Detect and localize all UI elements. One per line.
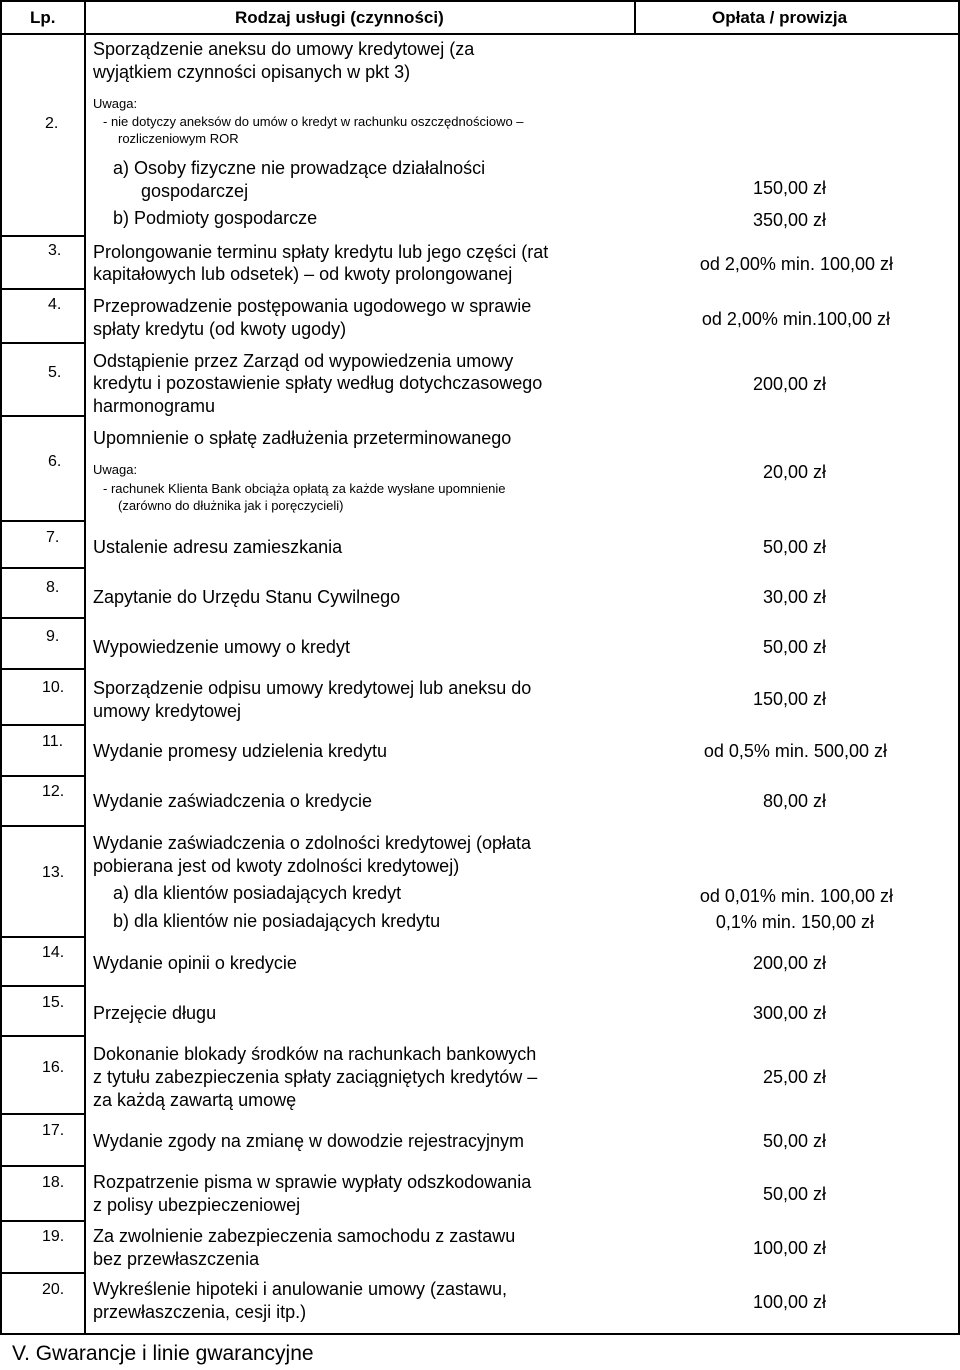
row-title: Zapytanie do Urzędu Stanu Cywilnego (93, 587, 401, 607)
sub-item: b) Podmioty gospodarcze (113, 208, 318, 228)
note-text: - nie dotyczy aneksów do umów o kredyt w rachunku oszczędnościowo – (103, 114, 524, 129)
row-number: 4. (48, 296, 62, 313)
row-title: Przejęcie długu (93, 1003, 217, 1023)
fee-value: 300,00 zł (752, 1003, 826, 1023)
row-number: 18. (42, 1174, 65, 1191)
sub-item: a) dla klientów posiadających kredyt (113, 883, 402, 903)
row-title: Prolongowanie terminu spłaty kredytu lub jego części (rat (93, 242, 549, 262)
fee-value: 150,00 zł (752, 689, 826, 709)
row-number: 5. (48, 364, 62, 381)
row-title: Sporządzenie aneksu do umowy kredytowej (za (93, 39, 475, 59)
fee-value: 350,00 zł (752, 210, 826, 230)
fee-value: 150,00 zł (752, 178, 826, 198)
row-number: 8. (46, 579, 60, 596)
section-title: V. Gwarancje i linie gwarancyjne (12, 1342, 314, 1365)
row-title: przewłaszczenia, cesji itp.) (93, 1302, 307, 1322)
row-title: harmonogramu (93, 396, 216, 416)
sub-item: gospodarczej (141, 181, 249, 201)
row-title: Wykreślenie hipoteki i anulowanie umowy (zastawu, (93, 1279, 508, 1299)
row-title: Wypowiedzenie umowy o kredyt (93, 637, 350, 657)
fee-value: 30,00 zł (762, 587, 826, 607)
row-number: 16. (42, 1059, 65, 1076)
note-text: (zarówno do dłużnika jak i poręczycieli) (118, 498, 344, 513)
sub-item: b) dla klientów nie posiadających kredytu (113, 911, 441, 931)
row-number: 6. (48, 453, 62, 470)
note-text: rozliczeniowym ROR (118, 131, 239, 146)
row-title: z polisy ubezpieczeniowej (93, 1195, 301, 1215)
row-title: kapitałowych lub odsetek) – od kwoty prolongowanej (93, 264, 513, 284)
fee-value: od 0,01% min. 100,00 zł (699, 886, 893, 906)
row-number: 7. (46, 529, 60, 546)
fee-value: od 2,00% min. 100,00 zł (699, 254, 893, 274)
row-number: 9. (46, 628, 60, 645)
fee-value: 0,1% min. 150,00 zł (715, 912, 874, 932)
note-label: Uwaga: (93, 96, 138, 111)
row-title: spłaty kredytu (od kwoty ugody) (93, 319, 347, 339)
row-title: Przeprowadzenie postępowania ugodowego w sprawie (93, 296, 532, 316)
row-title: Upomnienie o spłatę zadłużenia przeterminowanego (93, 428, 512, 448)
header-fee: Opłata / prowizja (712, 8, 848, 27)
fee-value: 50,00 zł (762, 1131, 826, 1151)
header-service: Rodzaj usługi (czynności) (235, 8, 444, 27)
row-title: Rozpatrzenie pisma w sprawie wypłaty odszkodowania (93, 1172, 532, 1192)
note-text: - rachunek Klienta Bank obciąża opłatą za każde wysłane upomnienie (103, 481, 506, 496)
note-label: Uwaga: (93, 462, 138, 477)
row-number: 11. (42, 733, 64, 750)
row-number: 20. (42, 1281, 65, 1298)
fee-value: 100,00 zł (752, 1238, 826, 1258)
row-number: 2. (45, 115, 59, 132)
row-number: 14. (42, 944, 65, 961)
row-title: Wydanie promesy udzielenia kredytu (93, 741, 387, 761)
row-title: Wydanie zaświadczenia o kredycie (93, 791, 372, 811)
row-number: 3. (48, 242, 62, 259)
row-title: wyjątkiem czynności opisanych w pkt 3) (93, 62, 411, 82)
row-title: z tytułu zabezpieczenia spłaty zaciągniętych kredytów – (93, 1067, 538, 1087)
row-title: Odstąpienie przez Zarząd od wypowiedzenia umowy (93, 351, 514, 371)
row-number: 19. (42, 1228, 65, 1245)
fee-value: 25,00 zł (762, 1067, 826, 1087)
row-number: 17. (42, 1122, 65, 1139)
row-title: za każdą zawartą umowę (93, 1090, 297, 1110)
row-title: Wydanie zaświadczenia o zdolności kredytowej (opłata (93, 833, 532, 853)
row-title: kredytu i pozostawienie spłaty według dotychczasowego (93, 373, 543, 393)
row-number: 13. (42, 864, 65, 881)
fee-value: 80,00 zł (762, 791, 826, 811)
fee-value: 20,00 zł (762, 462, 826, 482)
sub-item: a) Osoby fizyczne nie prowadzące działalności (113, 158, 486, 178)
fee-value: od 0,5% min. 500,00 zł (703, 741, 887, 761)
row-title: umowy kredytowej (93, 701, 242, 721)
row-title: Dokonanie blokady środków na rachunkach bankowych (93, 1044, 537, 1064)
fee-value: 100,00 zł (752, 1292, 826, 1312)
row-number: 15. (42, 994, 65, 1011)
fee-value: 50,00 zł (762, 537, 826, 557)
header-lp: Lp. (30, 8, 56, 27)
row-title: bez przewłaszczenia (93, 1249, 260, 1269)
fee-value: 200,00 zł (752, 953, 826, 973)
fee-value: od 2,00% min.100,00 zł (701, 309, 890, 329)
row-title: Za zwolnienie zabezpieczenia samochodu z zastawu (93, 1226, 516, 1246)
row-number: 10. (42, 679, 65, 696)
fee-value: 50,00 zł (762, 1184, 826, 1204)
row-title: pobierana jest od kwoty zdolności kredytowej) (93, 856, 460, 876)
row-number: 12. (42, 783, 65, 800)
row-title: Sporządzenie odpisu umowy kredytowej lub aneksu do (93, 678, 532, 698)
row-title: Ustalenie adresu zamieszkania (93, 537, 343, 557)
fee-value: 200,00 zł (752, 374, 826, 394)
row-title: Wydanie zgody na zmianę w dowodzie rejestracyjnym (93, 1131, 525, 1151)
row-title: Wydanie opinii o kredycie (93, 953, 297, 973)
fee-value: 50,00 zł (762, 637, 826, 657)
